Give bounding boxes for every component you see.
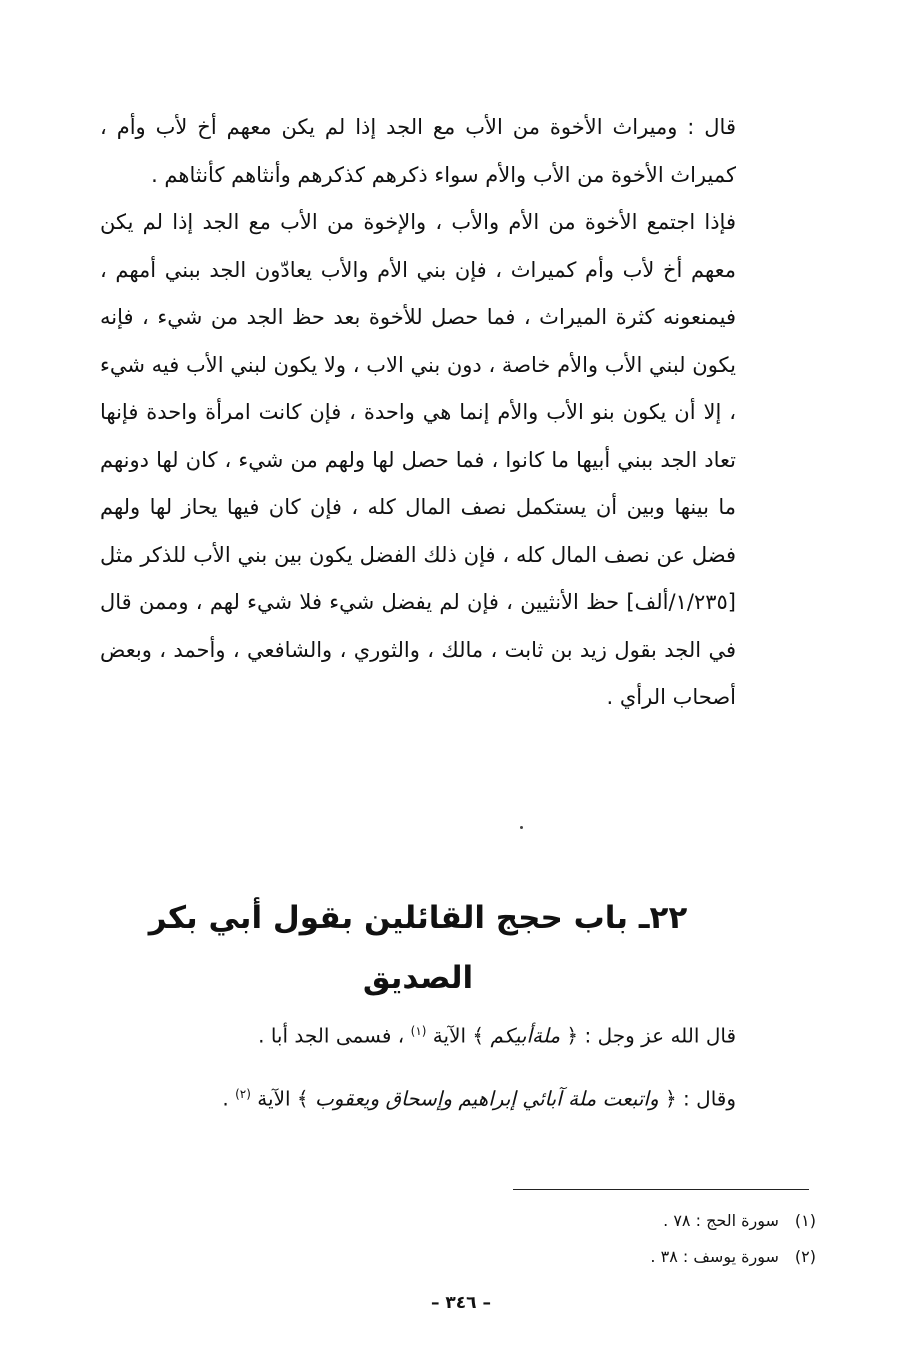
- ornate-bracket-open: ﴿: [658, 1086, 677, 1111]
- ornate-bracket-close: ﴾: [296, 1086, 315, 1111]
- footnote-1: [420, 1203, 816, 1239]
- footnote-text: سورة يوسف : ٣٨ .: [650, 1247, 779, 1266]
- verse-line-1: [100, 1002, 736, 1065]
- ornate-bracket-close: ﴾: [472, 1023, 491, 1048]
- footnote-number: (١): [794, 1211, 816, 1230]
- footnote-2: [420, 1239, 816, 1275]
- quran-quote: واتبعت ملة آبائي إبراهيم وإسحاق ويعقوب: [314, 1086, 659, 1111]
- footnote-ref: (٢): [235, 1086, 251, 1101]
- footnote-ref: (١): [410, 1024, 427, 1038]
- verse-suffix: ، فسمى الجد أبا .: [258, 1023, 411, 1048]
- footnote-separator: [513, 1189, 809, 1190]
- verse-prefix: وقال :: [676, 1086, 736, 1111]
- footnote-number: (٢): [794, 1247, 816, 1266]
- verse-label: الآية: [250, 1086, 297, 1111]
- paragraph-1: قال : وميراث الأخوة من الأب مع الجد إذا لم يكن معهم أخ لأب وأم ، كميراث الأخوة من الأب والأم سواء ذكرهم كذكرهم وأنثاهم كأنثاهم .: [100, 115, 736, 187]
- verse-citations: [100, 1002, 736, 1127]
- footnotes: [420, 1203, 816, 1275]
- ornate-bracket-open: ﴿: [560, 1023, 579, 1048]
- main-text: [100, 104, 736, 722]
- page-number: – ٣٤٦ –: [431, 1293, 491, 1313]
- footnote-text: سورة الحج : ٧٨ .: [663, 1211, 779, 1230]
- paragraph-2: فإذا اجتمع الأخوة من الأم والأب ، والإخوة من الأب مع الجد إذا لم يكن معهم أخ لأب وأم كميراث ، فإن بني الأم والأب يعادّون الجد ببني أمهم ، فيمنعونه كثرة الميراث ، فما حصل للأخوة بعد حظ الجد من شيء ، فإنه يكون لبني الأب والأم خاصة ، دون بني الاب ، ولا يكون لبني الأب فيه شيء ، إلا أن يكون بنو الأب والأم إنما هي واحدة ، فإن كانت امرأة واحدة فإنها تعاد الجد ببني أبيها ما كانوا ، فما حصل لها ولهم من شيء ، كان لها دونهم ما بينها وبين أن يستكمل نصف المال كله ، فإن كان فيها يحاز لها ولهم فضل عن نصف المال كله ، فإن ذلك الفضل يكون بين بني الأب للذكر مثل [١/٢٣٥/ألف] حظ الأنثيين ، فإن لم يفضل شيء فلا شيء لهم ، وممن قال في الجد بقول زيد بن ثابت ، مالك ، والثوري ، والشافعي ، وأحمد ، وبعض أصحاب الرأي .: [100, 210, 736, 709]
- stray-mark: [520, 826, 523, 829]
- verse-suffix: .: [222, 1086, 236, 1111]
- verse-line-2: [100, 1065, 736, 1128]
- chapter-title: ٢٢ـ باب حجج القائلين بقول أبي بكر الصديق: [148, 900, 688, 996]
- verse-prefix: قال الله عز وجل :: [578, 1023, 736, 1048]
- quran-quote: ملةأبيكم: [490, 1023, 561, 1048]
- verse-label: الآية: [426, 1023, 473, 1048]
